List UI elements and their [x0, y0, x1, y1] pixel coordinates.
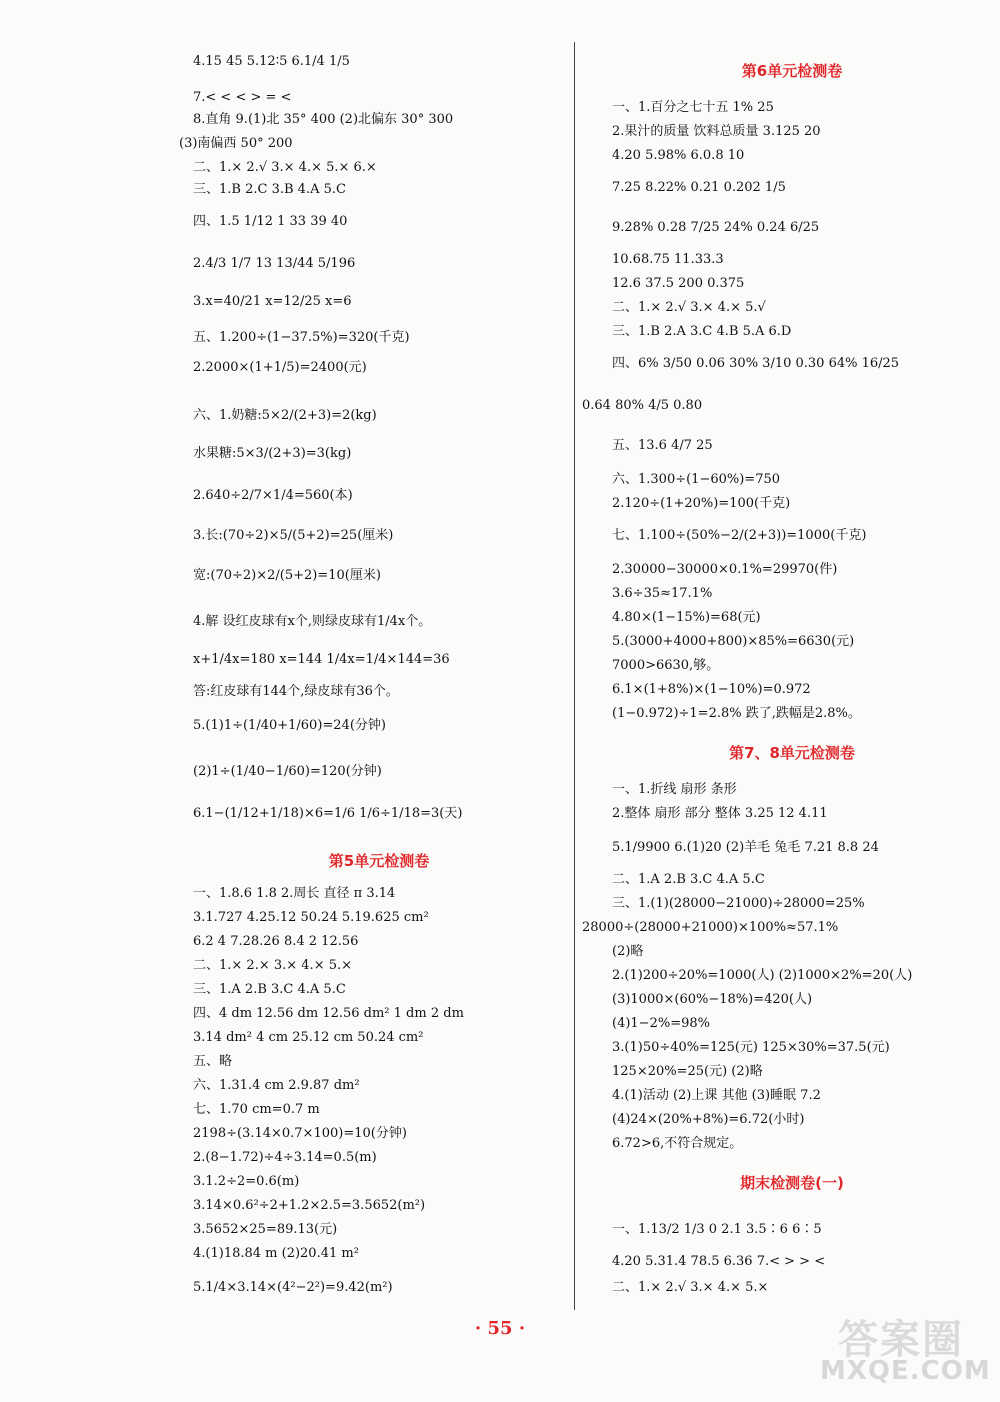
- answer-line: 三、1.B 2.C 3.B 4.A 5.C: [193, 182, 346, 197]
- answer-line: (3)南偏西 50° 200: [179, 136, 293, 151]
- answer-line: 12.6 37.5 200 0.375: [612, 276, 745, 291]
- answer-line: 五、13.6 4/7 25: [612, 438, 713, 453]
- answer-line: 答:红皮球有144个,绿皮球有36个。: [193, 684, 399, 699]
- answer-line: 3.1.2÷2=0.6(m): [193, 1174, 300, 1189]
- answer-line: 125×20%=25(元) (2)略: [612, 1064, 763, 1079]
- answer-line: 2.640÷2/7×1/4=560(本): [193, 488, 353, 503]
- page-number: · 55 ·: [474, 1318, 526, 1339]
- answer-line: 五、1.200÷(1−37.5%)=320(千克): [193, 330, 410, 345]
- section-heading-unit5: 第5单元检测卷: [328, 852, 430, 870]
- answer-line: 水果糖:5×3/(2+3)=3(kg): [193, 446, 352, 461]
- answer-line: (4)1−2%=98%: [612, 1016, 710, 1031]
- answer-line: 四、6% 3/50 0.06 30% 3/10 0.30 64% 16/25: [612, 356, 900, 371]
- answer-line: 2.(8−1.72)÷4÷3.14=0.5(m): [193, 1150, 377, 1165]
- answer-line: (2)略: [612, 944, 644, 959]
- answer-line: 二、1.× 2.× 3.× 4.× 5.×: [193, 958, 353, 973]
- section-heading-unit6: 第6单元检测卷: [741, 62, 843, 80]
- answer-line: (3)1000×(60%−18%)=420(人): [612, 992, 813, 1007]
- answer-line: 7.< < < > = <: [193, 90, 292, 105]
- answer-line: 5.1/9900 6.(1)20 (2)羊毛 兔毛 7.21 8.8 24: [612, 840, 879, 855]
- answer-line: 4.20 5.31.4 78.5 6.36 7.< > > <: [612, 1254, 826, 1269]
- answer-line: 三、1.A 2.B 3.C 4.A 5.C: [193, 982, 346, 997]
- answer-line: 三、1.B 2.A 3.C 4.B 5.A 6.D: [612, 324, 792, 339]
- answer-line: 3.14 dm² 4 cm 25.12 cm 50.24 cm²: [193, 1030, 424, 1045]
- answer-line: 七、1.100÷(50%−2/(2+3))=1000(千克): [612, 528, 867, 543]
- answer-line: 3.1.727 4.25.12 50.24 5.19.625 cm²: [193, 910, 429, 925]
- answer-line: 8.直角 9.(1)北 35° 400 (2)北偏东 30° 300: [193, 112, 454, 127]
- answer-line: 6.1×(1+8%)×(1−10%)=0.972: [612, 682, 811, 697]
- answer-line: 六、1.300÷(1−60%)=750: [612, 472, 781, 487]
- answer-line: 2.4/3 1/7 13 13/44 5/196: [193, 256, 356, 271]
- answer-line: 四、1.5 1/12 1 33 39 40: [193, 214, 348, 229]
- answer-line: 一、1.百分之七十五 1% 25: [612, 100, 774, 115]
- answer-line: 4.15 45 5.12∶5 6.1/4 1/5: [193, 54, 350, 69]
- answer-line: 0.64 80% 4/5 0.80: [582, 398, 703, 413]
- answer-line: 一、1.折线 扇形 条形: [612, 782, 737, 797]
- answer-line: 二、1.× 2.√ 3.× 4.× 5.×: [612, 1280, 769, 1295]
- answer-line: (1−0.972)÷1=2.8% 跌了,跌幅是2.8%。: [612, 706, 861, 721]
- answer-line: 6.1−(1/12+1/18)×6=1/6 1/6÷1/18=3(天): [193, 806, 463, 821]
- section-heading-final1: 期末检测卷(一): [740, 1174, 844, 1192]
- answer-line: 七、1.70 cm=0.7 m: [193, 1102, 320, 1117]
- answer-line: 4.(1)18.84 m (2)20.41 m²: [193, 1246, 359, 1261]
- answer-line: 4.(1)活动 (2)上课 其他 (3)睡眠 7.2: [612, 1088, 821, 1103]
- answer-line: 4.解 设红皮球有x个,则绿皮球有1/4x个。: [193, 614, 432, 629]
- answer-line: (2)1÷(1/40−1/60)=120(分钟): [193, 764, 382, 779]
- answer-line: 28000÷(28000+21000)×100%≈57.1%: [582, 920, 839, 935]
- answer-line: 2.120÷(1+20%)=100(千克): [612, 496, 791, 511]
- answer-line: 二、1.× 2.√ 3.× 4.× 5.× 6.×: [193, 160, 377, 175]
- answer-line: 4.80×(1−15%)=68(元): [612, 610, 761, 625]
- answer-line: (4)24×(20%+8%)=6.72(小时): [612, 1112, 805, 1127]
- watermark-top-text: 答案圈: [838, 1317, 964, 1363]
- watermark-logo: [816, 1308, 992, 1392]
- watermark-bottom-text: MXQE.COM: [820, 1356, 991, 1386]
- answer-line: 一、1.8.6 1.8 2.周长 直径 π 3.14: [193, 886, 396, 901]
- answer-line: 2.(1)200÷20%=1000(人) (2)1000×2%=20(人): [612, 968, 913, 983]
- answer-line: 2198÷(3.14×0.7×100)=10(分钟): [193, 1126, 407, 1141]
- answer-line: 7000>6630,够。: [612, 658, 720, 673]
- answer-line: 6.2 4 7.28.26 8.4 2 12.56: [193, 934, 359, 949]
- answer-line: 10.68.75 11.33.3: [612, 252, 724, 267]
- answer-line: 3.长:(70÷2)×5/(5+2)=25(厘米): [193, 528, 394, 543]
- answer-line: 4.20 5.98% 6.0.8 10: [612, 148, 745, 163]
- answer-line: 6.72>6,不符合规定。: [612, 1136, 743, 1151]
- answer-line: 2.2000×(1+1/5)=2400(元): [193, 360, 367, 375]
- answer-line: 四、4 dm 12.56 dm 12.56 dm² 1 dm 2 dm: [193, 1006, 464, 1021]
- answer-line: 7.25 8.22% 0.21 0.202 1/5: [612, 180, 786, 195]
- answer-line: 5.1/4×3.14×(4²−2²)=9.42(m²): [193, 1280, 393, 1295]
- answer-line: 5.(3000+4000+800)×85%=6630(元): [612, 634, 855, 649]
- answer-line: 二、1.A 2.B 3.C 4.A 5.C: [612, 872, 765, 887]
- answer-line: 9.28% 0.28 7/25 24% 0.24 6/25: [612, 220, 820, 235]
- answer-line: 3.14×0.6²÷2+1.2×2.5=3.5652(m²): [193, 1198, 426, 1213]
- answer-line: 宽:(70÷2)×2/(5+2)=10(厘米): [193, 568, 381, 583]
- answer-line: 5.(1)1÷(1/40+1/60)=24(分钟): [193, 718, 386, 733]
- answer-line: 六、1.31.4 cm 2.9.87 dm²: [193, 1078, 360, 1093]
- answer-line: 一、1.13/2 1/3 0 2.1 3.5∶6 6∶5: [612, 1222, 822, 1237]
- section-heading-unit78: 第7、8单元检测卷: [729, 744, 855, 762]
- answer-line: 3.(1)50÷40%=125(元) 125×30%=37.5(元): [612, 1040, 890, 1055]
- answer-line: 2.果汁的质量 饮料总质量 3.125 20: [612, 124, 821, 139]
- answer-line: 2.整体 扇形 部分 整体 3.25 12 4.11: [612, 806, 828, 821]
- answer-line: 3.5652×25=89.13(元): [193, 1222, 338, 1237]
- answer-line: 三、1.(1)(28000−21000)÷28000=25%: [612, 896, 865, 911]
- answer-line: 3.6÷35≈17.1%: [612, 586, 713, 601]
- answer-line: x+1/4x=180 x=144 1/4x=1/4×144=36: [193, 652, 450, 667]
- answer-line: 五、略: [193, 1054, 233, 1069]
- answer-line: 二、1.× 2.√ 3.× 4.× 5.√: [612, 300, 766, 315]
- answer-line: 2.30000−30000×0.1%=29970(件): [612, 562, 838, 577]
- column-divider: [574, 42, 575, 1310]
- answer-line: 六、1.奶糖:5×2/(2+3)=2(kg): [193, 408, 377, 423]
- answer-line: 3.x=40/21 x=12/25 x=6: [193, 294, 352, 309]
